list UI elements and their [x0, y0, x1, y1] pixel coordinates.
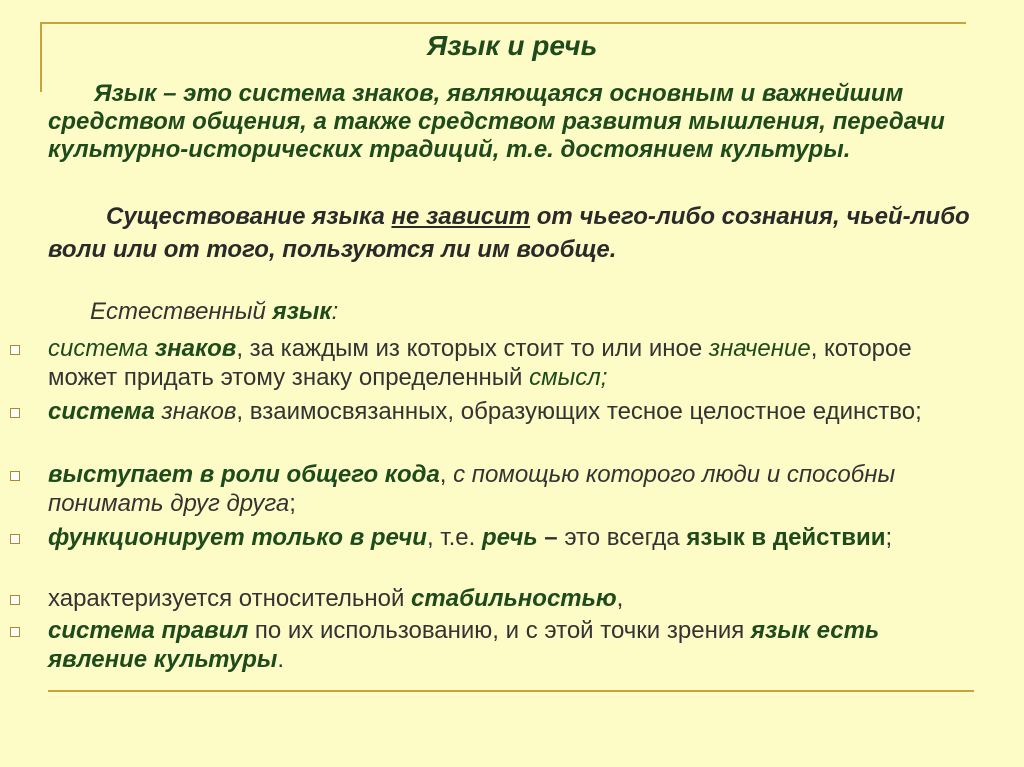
bullet-segment: , т.е.: [426, 524, 482, 551]
bullet-square-icon: [10, 345, 20, 355]
bullet-segment: по их использованию, и с этой точки зрения: [248, 617, 751, 644]
bullet-segment: язык есть явление культуры: [48, 617, 880, 673]
bullet-segment: знаков: [154, 398, 237, 425]
list-item: [0, 523, 948, 552]
bullet-segment: , за каждым из которых стоит то или иное: [236, 335, 709, 362]
bullet-segment: знаков: [154, 335, 237, 362]
bullet-segment: выступает в роли общего кода: [48, 461, 440, 488]
bullet-segment: ;: [289, 490, 296, 517]
bullet-segment: значение: [708, 335, 811, 362]
bullet-segment: ,: [439, 461, 454, 488]
bullet-square-icon: [10, 471, 20, 481]
list-item: [0, 460, 948, 518]
bullet-segment: , которое может придать этому знаку определенный: [48, 335, 912, 391]
list-item: [0, 334, 948, 392]
top-rule: [40, 22, 966, 24]
bullet-segment: –: [537, 524, 565, 551]
list-item: [0, 397, 948, 426]
bullet-square-icon: [10, 627, 20, 637]
natural-suffix: :: [331, 298, 339, 325]
bullet-segment: речь: [481, 524, 538, 551]
slide-title: Язык и речь: [426, 30, 598, 61]
bullet-square-icon: [10, 534, 20, 544]
bullet-segment: характеризуется относительной: [48, 585, 412, 612]
bullet-segment: система правил: [48, 617, 249, 644]
bullet-segment: стабильностью: [411, 585, 617, 612]
natural-keyword: язык: [272, 298, 332, 325]
bullet-segment: с помощью которого люди и способны понимать друг друга: [48, 461, 896, 517]
existence-text-end: от чьего-либо сознания, чьей-либо воли или от того, пользуются ли им вообще.: [48, 203, 970, 263]
natural-prefix: Естественный: [90, 298, 273, 325]
existence-paragraph: [48, 200, 998, 266]
bullet-segment: язык в действии: [686, 524, 886, 551]
bottom-rule: [48, 690, 974, 692]
bullet-segment: система: [48, 335, 155, 362]
bullet-segment: ,: [616, 585, 624, 612]
existence-text-start: Существование языка: [106, 203, 392, 230]
bullet-segment: , взаимосвязанных, образующих тесное целостное единство;: [236, 398, 922, 425]
bullet-segment: это всегда: [564, 524, 687, 551]
bullet-square-icon: [10, 408, 20, 418]
bullet-segment: ;: [885, 524, 893, 551]
bullet-segment: система: [48, 398, 155, 425]
bullet-segment: смысл;: [529, 364, 608, 391]
list-item: [0, 616, 948, 674]
natural-language-heading: [90, 298, 338, 326]
definition-paragraph: Язык – это система знаков, являющаяся основным и важнейшим средством общения, а также средством развития мышления, передачи культурно-исторических традиций, т.е. достоянием культуры.: [48, 80, 945, 163]
bullet-square-icon: [10, 595, 20, 605]
underlined-phrase: не зависит: [391, 203, 531, 230]
list-item: [0, 584, 948, 613]
bullet-segment: функционирует только в речи: [48, 524, 427, 551]
bullet-segment: .: [277, 646, 285, 673]
